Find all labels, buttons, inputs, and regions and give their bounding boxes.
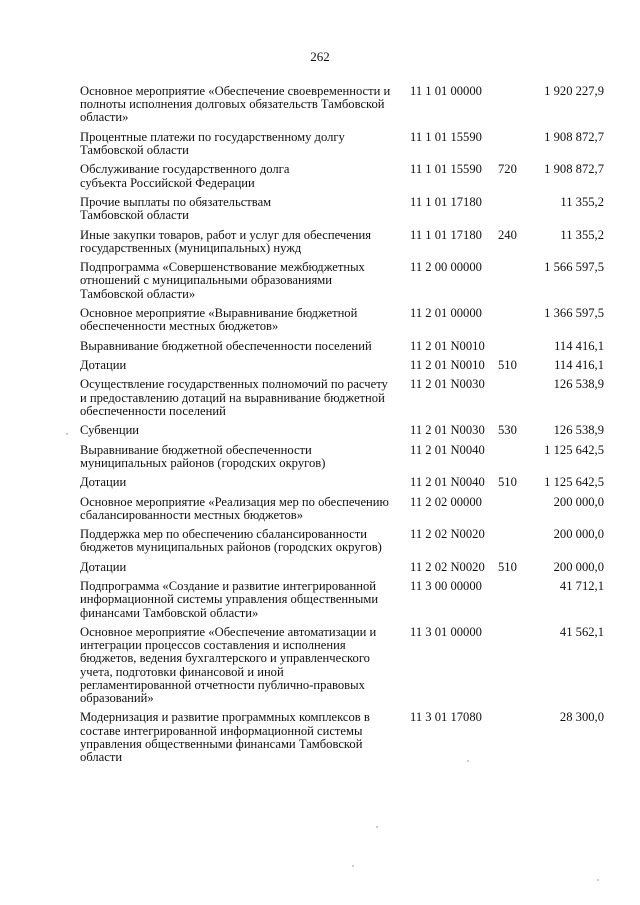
item-amount: 28 300,0 (559, 710, 604, 725)
item-name: Осуществление государственных полномочий по расчету и предоставлению дотаций на выравнивание бюджетной обеспеченности поселений (80, 377, 388, 418)
item-name: Подпрограмма «Создание и развитие интегрированной информационной системы управления общественными финансами Тамбовской области» (80, 579, 379, 620)
item-code: 11 1 01 15590 (410, 129, 482, 144)
item-code: 11 3 01 00000 (410, 624, 482, 639)
table-row (80, 580, 604, 620)
table-row (80, 131, 604, 157)
item-name: Основное мероприятие «Реализация мер по обеспечению сбалансированности местных бюджетов» (80, 494, 389, 522)
scan-speck (467, 760, 469, 762)
item-amount: 200 000,0 (553, 527, 604, 542)
item-expense-type: 510 (498, 559, 517, 574)
scan-speck (597, 879, 599, 881)
item-code: 11 1 01 00000 (410, 84, 482, 98)
item-amount: 11 355,2 (560, 227, 604, 242)
table-row (80, 196, 604, 222)
table-row (80, 340, 604, 353)
item-name: Дотации (80, 475, 127, 490)
item-amount: 200 000,0 (553, 559, 604, 574)
item-amount: 1 908 872,7 (544, 162, 604, 177)
item-amount: 1 366 597,5 (544, 305, 604, 320)
table-row (80, 261, 604, 301)
table-row (80, 307, 604, 333)
page-number: 262 (310, 49, 330, 64)
item-name: Обслуживание государственного долга субъекта Российской Федерации (80, 162, 290, 190)
item-amount: 1 908 872,7 (544, 129, 604, 144)
item-code: 11 2 00 00000 (410, 260, 482, 275)
table-row (80, 626, 604, 705)
item-name: Основное мероприятие «Обеспечение своевременности и полноты исполнения долговых обязательств Тамбовской области» (80, 84, 391, 125)
item-name: Подпрограмма «Совершенствование межбюджетных отношений с муниципальными образованиями Тамбовской области» (80, 260, 365, 301)
item-code: 11 3 00 00000 (410, 579, 482, 594)
table-row (80, 229, 604, 255)
table-row (80, 561, 604, 574)
item-name: Процентные платежи по государственному долгу Тамбовской области (80, 129, 345, 157)
table-row (80, 711, 604, 764)
item-code: 11 2 01 N0040 (410, 442, 485, 457)
item-name: Иные закупки товаров, работ и услуг для обеспечения государственных (муниципальных) нужд (80, 227, 372, 255)
table-row (80, 424, 604, 437)
item-name: Основное мероприятие «Обеспечение автоматизации и интеграции процессов составления и исполнения бюджетов, ведения бухгалтерского и управленческого учета, подготовки финансовой и иной регламентированной отчетности публично-правовых образований» (80, 624, 377, 705)
item-code: 11 2 02 00000 (410, 494, 482, 509)
item-code: 11 3 01 17080 (410, 710, 482, 725)
item-name: Выравнивание бюджетной обеспеченности муниципальных районов (городских округов) (80, 442, 326, 470)
scan-speck (66, 433, 68, 435)
item-amount: 126 538,9 (553, 423, 604, 438)
item-code: 11 1 01 15590 (410, 162, 482, 177)
item-name: Модернизация и развитие программных комплексов в составе интегрированной информационной системы управления общественными финансами Тамбовской области (80, 710, 370, 764)
item-expense-type: 720 (498, 162, 517, 177)
table-row (80, 496, 604, 522)
item-code: 11 2 01 00000 (410, 305, 482, 320)
item-name: Основное мероприятие «Выравнивание бюджетной обеспеченности местных бюджетов» (80, 305, 358, 334)
table-row (80, 359, 604, 372)
scan-speck (376, 826, 378, 828)
table-row (80, 85, 604, 125)
item-amount: 200 000,0 (553, 494, 604, 509)
item-name: Дотации (80, 357, 127, 372)
item-code: 11 2 01 N0010 (410, 338, 485, 353)
item-name: Выравнивание бюджетной обеспеченности поселений (80, 338, 372, 353)
table-row (80, 378, 604, 418)
item-expense-type: 240 (498, 227, 517, 242)
item-code: 11 2 02 N0020 (410, 527, 485, 542)
item-amount: 114 416,1 (554, 357, 604, 372)
item-amount: 41 712,1 (559, 579, 604, 594)
item-code: 11 2 01 N0030 (410, 423, 485, 438)
item-name: Дотации (80, 559, 127, 574)
item-code: 11 2 01 N0010 (410, 357, 485, 372)
item-amount: 41 562,1 (559, 624, 604, 639)
table-row (80, 444, 604, 470)
budget-table (80, 85, 604, 770)
table-row (80, 528, 604, 554)
table-row (80, 163, 604, 189)
item-expense-type: 510 (498, 357, 517, 372)
item-amount: 11 355,2 (560, 194, 604, 209)
item-name: Поддержка мер по обеспечению сбалансированности бюджетов муниципальных районов (городских округов) (80, 527, 382, 555)
item-amount: 1 125 642,5 (544, 442, 604, 457)
item-code: 11 2 01 N0040 (410, 475, 485, 490)
item-amount: 1 125 642,5 (544, 475, 604, 490)
scan-speck (352, 865, 354, 867)
item-name: Субвенции (80, 423, 140, 438)
item-name: Прочие выплаты по обязательствам Тамбовской области (80, 194, 272, 223)
item-code: 11 2 02 N0020 (410, 559, 485, 574)
item-expense-type: 510 (498, 475, 517, 490)
item-amount: 1 920 227,9 (544, 84, 604, 98)
table-row (80, 476, 604, 489)
item-code: 11 1 01 17180 (410, 227, 482, 242)
item-code: 11 1 01 17180 (410, 194, 482, 209)
item-amount: 126 538,9 (553, 377, 604, 392)
item-code: 11 2 01 N0030 (410, 377, 485, 392)
item-amount: 1 566 597,5 (544, 260, 604, 275)
item-amount: 114 416,1 (554, 338, 604, 353)
item-expense-type: 530 (498, 423, 517, 438)
